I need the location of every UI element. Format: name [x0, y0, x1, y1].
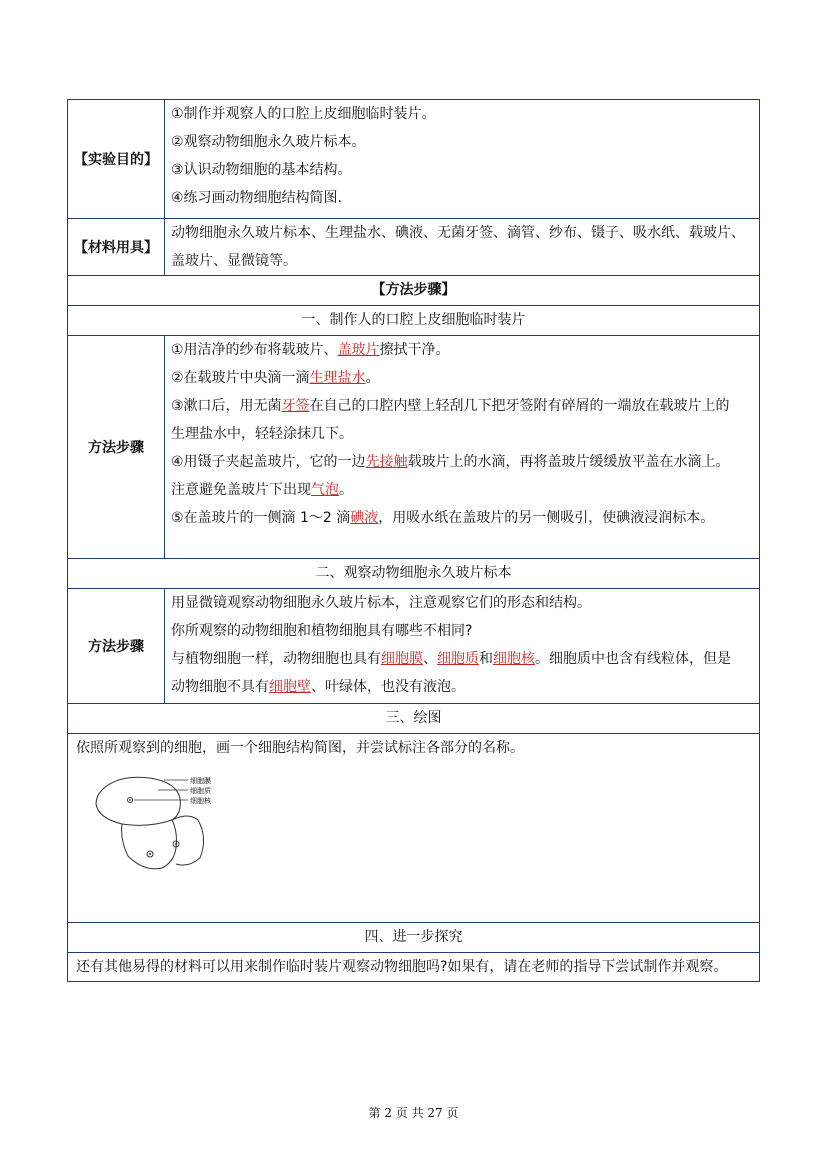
section1-label: 方法步骤	[88, 440, 144, 456]
cell-diagram	[68, 762, 759, 922]
page-footer: 第 2 页 共 27 页	[368, 1106, 459, 1120]
section2-label: 方法步骤	[88, 639, 144, 655]
step-4: ④用镊子夹起盖玻片，它的一边先接触载玻片上的水滴，再将盖玻片缓缓放平盖在水滴上。	[171, 454, 730, 470]
cell-outline-2	[122, 820, 177, 869]
lab-report-table	[67, 99, 760, 982]
answer-coverslip: 盖玻片	[337, 342, 380, 358]
section4-text: 还有其他易得的材料可以用来制作临时装片观察动物细胞吗?如果有，请在老师的指导下尝试制作并观察。	[76, 959, 728, 975]
section1-steps	[165, 336, 760, 559]
step-1: ①用洁净的纱布将载玻片、盖玻片擦拭干净。	[171, 342, 450, 358]
section2-content	[165, 589, 760, 704]
materials-line-2: 盖玻片、显微镜等。	[171, 253, 297, 269]
section2-line-2: 你所观察的动物细胞和植物细胞具有哪些不相同?	[171, 623, 473, 639]
section4-content	[68, 953, 760, 982]
answer-first-touch: 先接触	[365, 454, 408, 470]
section1-title: 一、制作人的口腔上皮细胞临时装片	[68, 306, 760, 336]
purpose-content	[165, 100, 760, 219]
purpose-item-4: ④练习画动物细胞结构简图.	[171, 190, 343, 206]
answer-bubbles: 气泡	[311, 482, 339, 498]
section3-text: 依照所观察到的细胞，画一个细胞结构简图，并尝试标注各部分的名称。	[76, 740, 524, 756]
label-nucleus: 细胞核	[190, 797, 211, 805]
materials-label-cell	[68, 219, 165, 276]
materials-line-1: 动物细胞永久玻片标本、生理盐水、碘液、无菌牙签、滴管、纱布、镊子、吸水纸、载玻片、	[171, 225, 745, 241]
method-header: 【方法步骤】	[68, 276, 760, 306]
section2-label-cell	[68, 589, 165, 704]
section2-title: 二、观察动物细胞永久玻片标本	[68, 559, 760, 589]
answer-toothpick: 牙签	[281, 398, 310, 414]
cell-outline-1	[96, 777, 180, 825]
label-cytoplasm: 细胞质	[190, 787, 211, 795]
label-membrane: 细胞膜	[190, 777, 211, 785]
purpose-label: 【实验目的】	[74, 152, 158, 168]
step-5: ⑤在盖玻片的一侧滴 1～2 滴碘液，用吸水纸在盖玻片的另一侧吸引，使碘液浸润标本。	[171, 510, 715, 526]
purpose-item-1: ①制作并观察人的口腔上皮细胞临时装片。	[171, 106, 436, 122]
section3-title: 三、绘图	[68, 704, 760, 734]
section2-line-3: 与植物细胞一样，动物细胞也具有细胞膜、细胞质和细胞核。细胞质中也含有线粒体，但是	[171, 651, 731, 667]
materials-content	[165, 219, 760, 276]
answer-membrane: 细胞膜	[381, 651, 423, 667]
step-4-cont: 注意避免盖玻片下出现气泡。	[171, 482, 353, 498]
section4-title: 四、进一步探究	[68, 923, 760, 953]
answer-saline: 生理盐水	[309, 370, 366, 386]
section2-line-4: 动物细胞不具有细胞壁、叶绿体，也没有液泡。	[171, 679, 465, 695]
section2-line-1: 用显微镜观察动物细胞永久玻片标本，注意观察它们的形态和结构。	[171, 595, 591, 611]
answer-nucleus: 细胞核	[493, 651, 535, 667]
purpose-label-cell	[68, 100, 165, 219]
answer-cytoplasm: 细胞质	[437, 651, 479, 667]
purpose-item-2: ②观察动物细胞永久玻片标本。	[171, 134, 366, 150]
materials-label: 【材料用具】	[74, 240, 158, 256]
cell-diagram-svg	[88, 768, 288, 878]
step-2: ②在载玻片中央滴一滴生理盐水。	[171, 370, 380, 386]
step-3: ③漱口后，用无菌牙签在自己的口腔内壁上轻刮几下把牙签附有碎屑的一端放在载玻片上的	[171, 398, 730, 414]
answer-iodine: 碘液	[350, 510, 379, 526]
section3-content	[68, 734, 760, 923]
step-3-cont: 生理盐水中，轻轻涂抹几下。	[171, 426, 353, 442]
purpose-item-3: ③认识动物细胞的基本结构。	[171, 162, 352, 178]
section1-label-cell	[68, 336, 165, 559]
answer-cell-wall: 细胞壁	[269, 679, 311, 695]
